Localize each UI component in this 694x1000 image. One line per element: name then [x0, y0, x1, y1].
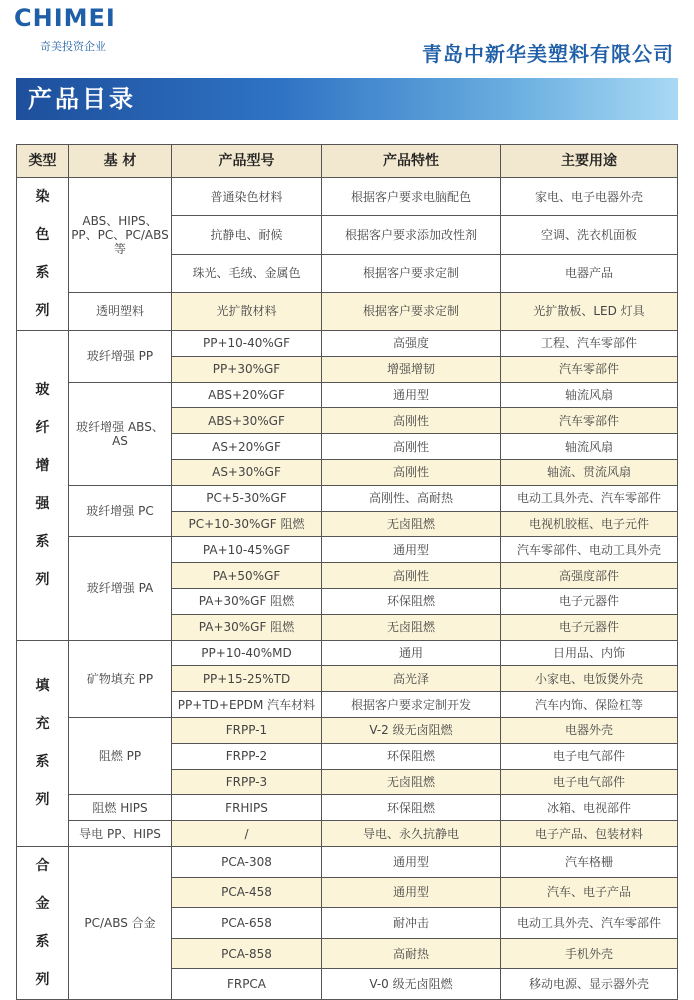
base-material-cell: 矿物填充 PP — [69, 640, 172, 717]
header-base: 基 材 — [69, 145, 172, 178]
table-row — [17, 537, 678, 563]
model-cell: PCA-458 — [172, 877, 322, 908]
usage-cell: 日用品、内饰 — [501, 640, 678, 666]
usage-cell: 电子电气部件 — [501, 743, 678, 769]
usage-cell: 工程、汽车零部件 — [501, 331, 678, 357]
model-cell: 抗静电、耐候 — [172, 216, 322, 254]
usage-cell: 小家电、电饭煲外壳 — [501, 666, 678, 692]
feature-cell: 耐冲击 — [322, 908, 501, 939]
feature-cell: 通用型 — [322, 877, 501, 908]
usage-cell: 电器产品 — [501, 254, 678, 292]
header-usage: 主要用途 — [501, 145, 678, 178]
usage-cell: 光扩散板、LED 灯具 — [501, 292, 678, 330]
type-cell: 玻纤增强系列 — [17, 331, 69, 641]
feature-cell: 根据客户要求定制开发 — [322, 692, 501, 718]
feature-cell: V-2 级无卤阻燃 — [322, 717, 501, 743]
usage-cell: 冰箱、电视部件 — [501, 795, 678, 821]
model-cell: PCA-308 — [172, 846, 322, 877]
feature-cell: 导电、永久抗静电 — [322, 821, 501, 847]
table-row — [17, 382, 678, 408]
usage-cell: 轴流风扇 — [501, 382, 678, 408]
type-cell: 填充系列 — [17, 640, 69, 846]
model-cell: FRHIPS — [172, 795, 322, 821]
model-cell: / — [172, 821, 322, 847]
feature-cell: 根据客户要求定制 — [322, 254, 501, 292]
table-row — [17, 717, 678, 743]
feature-cell: 高刚性 — [322, 434, 501, 460]
usage-cell: 电子元器件 — [501, 614, 678, 640]
base-material-cell: ABS、HIPS、PP、PC、PC/ABS 等 — [69, 178, 172, 293]
usage-cell: 电器外壳 — [501, 717, 678, 743]
feature-cell: 高刚性、高耐热 — [322, 485, 501, 511]
type-cell: 合金系列 — [17, 846, 69, 999]
model-cell: ABS+20%GF — [172, 382, 322, 408]
model-cell: PP+30%GF — [172, 356, 322, 382]
usage-cell: 高强度部件 — [501, 563, 678, 589]
usage-cell: 电子产品、包装材料 — [501, 821, 678, 847]
model-cell: PA+30%GF 阻燃 — [172, 614, 322, 640]
usage-cell: 汽车格栅 — [501, 846, 678, 877]
usage-cell: 电子电气部件 — [501, 769, 678, 795]
model-cell: 光扩散材料 — [172, 292, 322, 330]
feature-cell: 高刚性 — [322, 408, 501, 434]
feature-cell: 高耐热 — [322, 938, 501, 969]
model-cell: PP+10-40%GF — [172, 331, 322, 357]
base-material-cell: 阻燃 HIPS — [69, 795, 172, 821]
usage-cell: 移动电源、显示器外壳 — [501, 969, 678, 1000]
feature-cell: 增强增韧 — [322, 356, 501, 382]
table-body — [17, 178, 678, 1000]
usage-cell: 轴流、贯流风扇 — [501, 459, 678, 485]
feature-cell: 高刚性 — [322, 563, 501, 589]
table-row — [17, 795, 678, 821]
usage-cell: 汽车零部件 — [501, 356, 678, 382]
model-cell: FRPCA — [172, 969, 322, 1000]
usage-cell: 汽车、电子产品 — [501, 877, 678, 908]
feature-cell: 高强度 — [322, 331, 501, 357]
usage-cell: 电子元器件 — [501, 588, 678, 614]
chimei-logo — [14, 4, 144, 54]
usage-cell: 电动工具外壳、汽车零部件 — [501, 485, 678, 511]
model-cell: FRPP-1 — [172, 717, 322, 743]
model-cell: ABS+30%GF — [172, 408, 322, 434]
base-material-cell: 玻纤增强 PA — [69, 537, 172, 640]
base-material-cell: 玻纤增强 PP — [69, 331, 172, 383]
feature-cell: 通用型 — [322, 382, 501, 408]
model-cell: PP+15-25%TD — [172, 666, 322, 692]
model-cell: 珠光、毛绒、金属色 — [172, 254, 322, 292]
model-cell: PA+30%GF 阻燃 — [172, 588, 322, 614]
usage-cell: 轴流风扇 — [501, 434, 678, 460]
model-cell: PCA-658 — [172, 908, 322, 939]
model-cell: PC+5-30%GF — [172, 485, 322, 511]
product-table — [16, 144, 678, 1000]
feature-cell: 环保阻燃 — [322, 743, 501, 769]
header-model: 产品型号 — [172, 145, 322, 178]
table-row — [17, 640, 678, 666]
usage-cell: 汽车零部件、电动工具外壳 — [501, 537, 678, 563]
usage-cell: 手机外壳 — [501, 938, 678, 969]
model-cell: PP+10-40%MD — [172, 640, 322, 666]
feature-cell: 根据客户要求添加改性剂 — [322, 216, 501, 254]
feature-cell: 无卤阻燃 — [322, 511, 501, 537]
model-cell: AS+30%GF — [172, 459, 322, 485]
type-cell: 染色系列 — [17, 178, 69, 331]
base-material-cell: PC/ABS 合金 — [69, 846, 172, 999]
feature-cell: 根据客户要求电脑配色 — [322, 178, 501, 216]
model-cell: PC+10-30%GF 阻燃 — [172, 511, 322, 537]
base-material-cell: 导电 PP、HIPS — [69, 821, 172, 847]
model-cell: PA+10-45%GF — [172, 537, 322, 563]
feature-cell: 环保阻燃 — [322, 795, 501, 821]
catalog-banner — [16, 78, 678, 120]
model-cell: PP+TD+EPDM 汽车材料 — [172, 692, 322, 718]
usage-cell: 空调、洗衣机面板 — [501, 216, 678, 254]
model-cell: FRPP-3 — [172, 769, 322, 795]
feature-cell: 高刚性 — [322, 459, 501, 485]
logo-text: CHIMEI — [14, 4, 116, 32]
model-cell: PCA-858 — [172, 938, 322, 969]
table-row — [17, 292, 678, 330]
feature-cell: 无卤阻燃 — [322, 769, 501, 795]
table-header-row — [17, 145, 678, 178]
model-cell: AS+20%GF — [172, 434, 322, 460]
company-name: 青岛中新华美塑料有限公司 — [422, 42, 674, 66]
logo-subtitle: 奇美投资企业 — [40, 40, 106, 53]
feature-cell: V-0 级无卤阻燃 — [322, 969, 501, 1000]
usage-cell: 电动工具外壳、汽车零部件 — [501, 908, 678, 939]
header-feature: 产品特性 — [322, 145, 501, 178]
banner-title: 产品目录 — [28, 85, 136, 113]
feature-cell: 通用型 — [322, 537, 501, 563]
base-material-cell: 阻燃 PP — [69, 717, 172, 794]
table-row — [17, 485, 678, 511]
feature-cell: 通用 — [322, 640, 501, 666]
model-cell: 普通染色材料 — [172, 178, 322, 216]
feature-cell: 无卤阻燃 — [322, 614, 501, 640]
usage-cell: 家电、电子电器外壳 — [501, 178, 678, 216]
base-material-cell: 透明塑料 — [69, 292, 172, 330]
feature-cell: 高光泽 — [322, 666, 501, 692]
feature-cell: 环保阻燃 — [322, 588, 501, 614]
usage-cell: 汽车零部件 — [501, 408, 678, 434]
table-row — [17, 821, 678, 847]
feature-cell: 根据客户要求定制 — [322, 292, 501, 330]
model-cell: FRPP-2 — [172, 743, 322, 769]
header-type: 类型 — [17, 145, 69, 178]
base-material-cell: 玻纤增强 ABS、AS — [69, 382, 172, 485]
table-row — [17, 846, 678, 877]
usage-cell: 电视机胶框、电子元件 — [501, 511, 678, 537]
base-material-cell: 玻纤增强 PC — [69, 485, 172, 537]
usage-cell: 汽车内饰、保险杠等 — [501, 692, 678, 718]
table-row — [17, 178, 678, 216]
feature-cell: 通用型 — [322, 846, 501, 877]
table-row — [17, 331, 678, 357]
model-cell: PA+50%GF — [172, 563, 322, 589]
